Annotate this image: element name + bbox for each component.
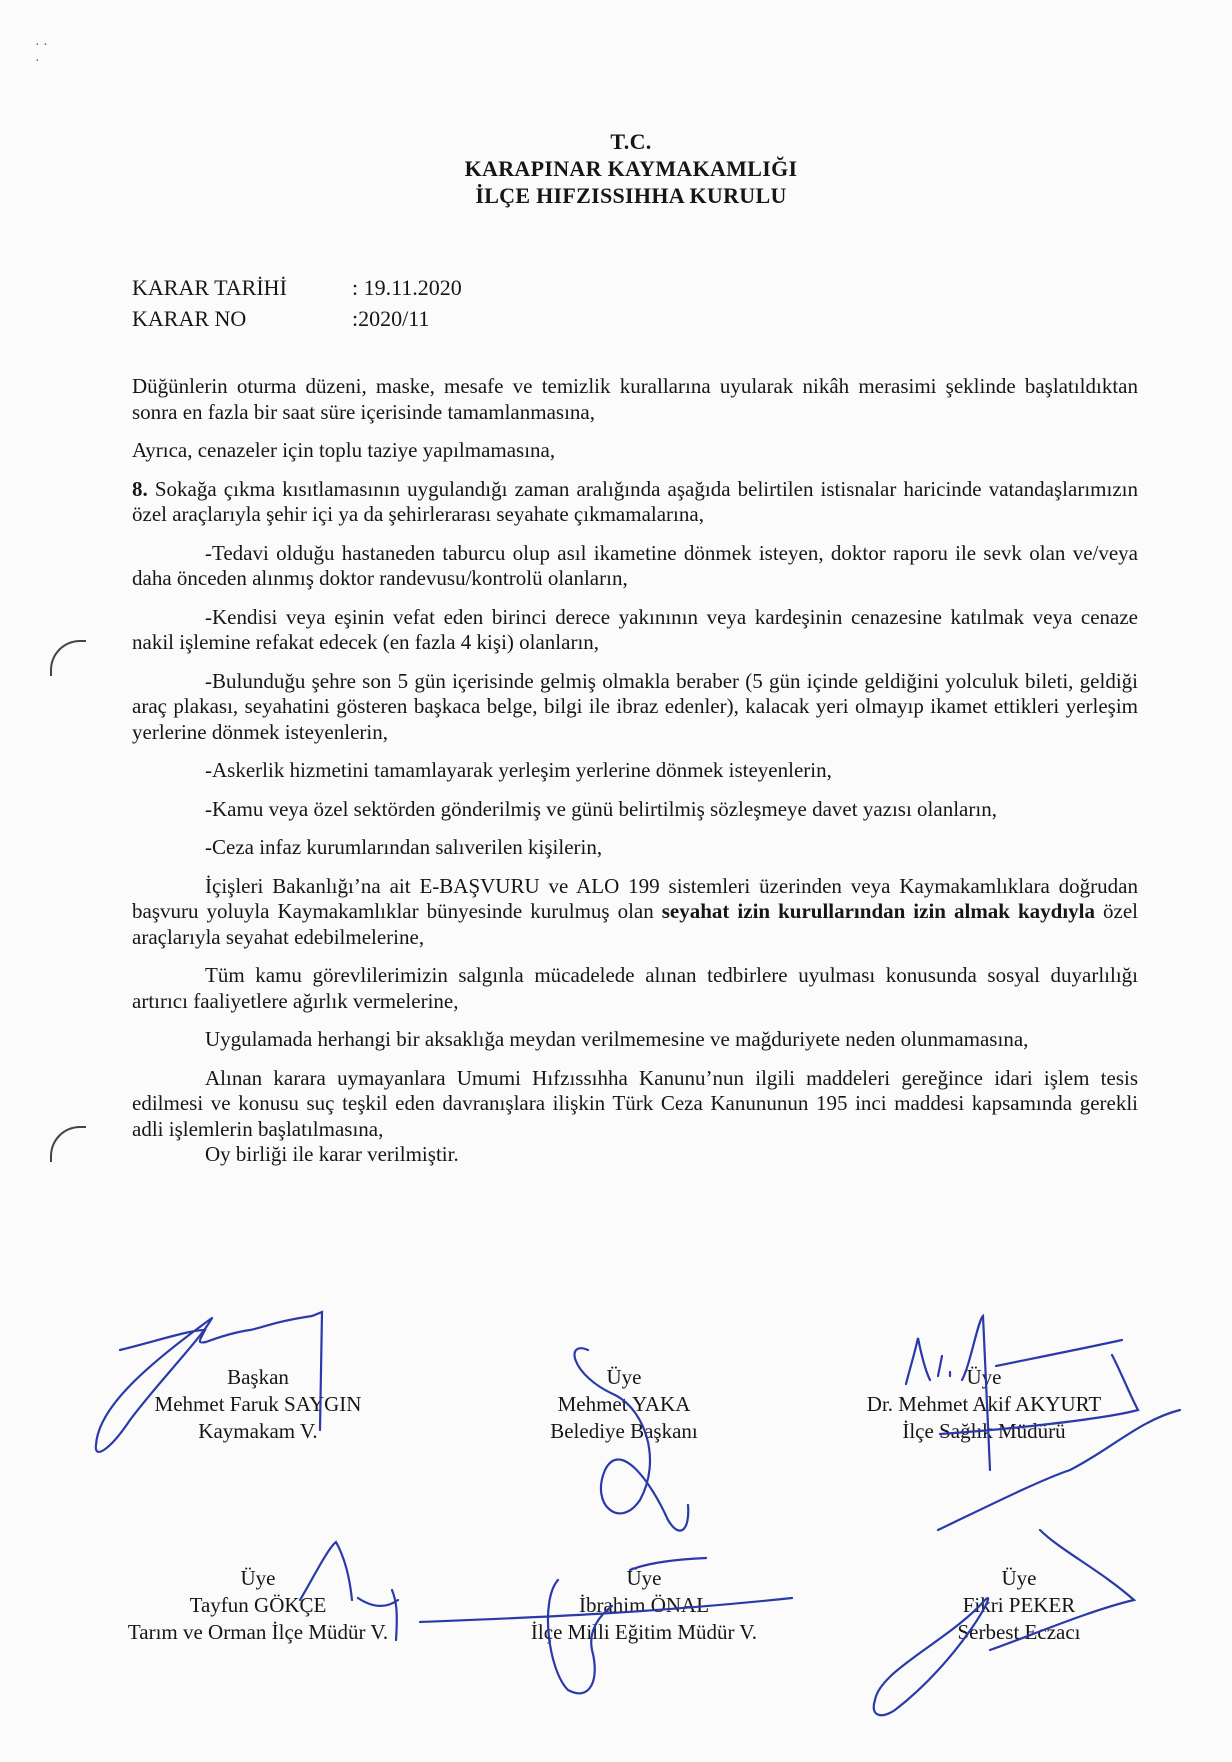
exception-prison: -Ceza infaz kurumlarından salıverilen kişilerin, (205, 835, 603, 859)
paragraph-item-8 (132, 477, 1138, 528)
signature-eczaci (874, 1410, 1180, 1715)
signatory-title: İlçe Sağlık Müdürü (902, 1419, 1066, 1443)
exception-contract: -Kamu veya özel sektörden gönderilmiş ve günü belirtilmiş sözleşmeye davet yazısı olanların, (205, 796, 997, 821)
travel-permit-text-c: özel araçlarıyla seyahat edebilmelerine, (132, 899, 1138, 949)
document-header (0, 128, 1232, 209)
signatory-role: Üye (626, 1566, 662, 1590)
signatory-title: Kaymakam V. (198, 1419, 318, 1443)
signatory-title: Belediye Başkanı (550, 1419, 698, 1443)
signatory-saglik (824, 1364, 1144, 1445)
signatory-name: Mehmet YAKA (557, 1392, 691, 1416)
signatory-title: İlçe Milli Eğitim Müdür V. (530, 1620, 758, 1644)
decision-date-label: KARAR TARİHİ (132, 275, 287, 300)
signatory-role: Üye (1001, 1566, 1037, 1590)
exception-military: -Askerlik hizmetini tamamlayarak yerleşim yerlerine dönmek isteyenlerin, (205, 758, 832, 782)
decision-meta (132, 272, 462, 334)
paragraph-unanimous: Oy birliği ile karar verilmiştir. (205, 1142, 459, 1166)
travel-permit-bold: seyahat izin kurullarından izin almak kaydıyla (661, 899, 1096, 923)
signatory-baskan (98, 1364, 418, 1445)
item-number: 8. (132, 476, 148, 501)
signatory-role: Üye (606, 1365, 642, 1389)
signatory-name: Dr. Mehmet Akif AKYURT (866, 1392, 1102, 1416)
exception-return-home: -Bulunduğu şehre son 5 gün içerisinde gelmiş olmakla beraber (5 gün içinde geldiğini yolculuk bileti, geldiği araç plakası, seyahatini gösteren başkaca belge, bilgi ile ibraz edenler), kalacak yeri olmayıp ikamet ettikleri yerleşim yerlerine dönmek isteyenlerin, (132, 668, 1138, 744)
signatory-name: Tayfun GÖKÇE (189, 1593, 327, 1617)
paragraph-funerals: Ayrıca, cenazeler için toplu taziye yapılmamasına, (132, 438, 556, 462)
decision-no-label: KARAR NO (132, 306, 247, 331)
signatory-title: Serbest Eczacı (957, 1620, 1081, 1644)
paragraph-travel-permit (132, 874, 1138, 951)
header-kaymakamlik: KARAPINAR KAYMAKAMLIĞI (464, 156, 798, 181)
paragraph-weddings: Düğünlerin oturma düzeni, maske, mesafe ve temizlik kurallarına uyularak nikâh merasimi şeklinde başlatıldıktan sonra en fazla bir saat süre içerisinde tamamlanmasına, (132, 374, 1138, 424)
header-kurul: İLÇE HIFZISSIHHA KURULU (475, 183, 787, 208)
signatory-name: İbrahim ÖNAL (578, 1593, 710, 1617)
signatory-role: Üye (966, 1365, 1002, 1389)
signatory-egitim (484, 1565, 804, 1646)
decision-date-row (132, 272, 462, 303)
decision-no-value: :2020/11 (352, 306, 430, 331)
exception-funeral: -Kendisi veya eşinin vefat eden birinci derece yakınının veya kardeşinin cenazesine katılmak veya cenaze nakil işlemine refakat edecek (en fazla 4 kişi) olanların, (132, 604, 1138, 654)
scan-specks: · · · (35, 38, 48, 69)
signatory-name: Fikri PEKER (962, 1593, 1076, 1617)
decision-date-value: : 19.11.2020 (352, 275, 462, 300)
signatory-role: Başkan (227, 1365, 289, 1389)
signatory-title: Tarım ve Orman İlçe Müdür V. (127, 1620, 389, 1644)
travel-permit-text-a: İçişleri Bakanlığı’na ait E-BAŞVURU ve ALO 199 sistemleri üzerinden veya Kaymakamlıklara doğrudan başvuru yoluyla Kaymakamlıklar bünyesinde kurulmuş olan (132, 873, 1138, 923)
signatory-role: Üye (240, 1566, 276, 1590)
decision-body (132, 374, 1138, 1168)
signatory-tarim (98, 1565, 418, 1646)
decision-no-row (132, 303, 462, 334)
paragraph-penalties: Alınan karara uymayanlara Umumi Hıfzıssıhha Kanunu’nun ilgili maddeleri gereğince idari işlem tesis edilmesi ve konusu suç teşkil eden davranışlara ilişkin Türk Ceza Kanununun 195 inci maddesi kapsamında gerekli adli işlemlerin başlatılmasına, (132, 1065, 1138, 1141)
item-8-text: Sokağa çıkma kısıtlamasının uygulandığı zaman aralığında aşağıda belirtilen istisnalar haricinde vatandaşlarımızın özel araçlarıyla şehir içi ya da şehirlerarası seyahate çıkmamalarına, (132, 476, 1138, 526)
signatory-belediye (464, 1364, 784, 1445)
paragraph-no-grievance: Uygulamada herhangi bir aksaklığa meydan verilmemesine ve mağduriyete neden olunmamasına, (205, 1027, 1029, 1051)
signatory-eczaci (859, 1565, 1179, 1646)
paragraph-public-officials: Tüm kamu görevlilerimizin salgınla mücadelede alınan tedbirlere uyulması konusunda sosyal duyarlılığı artırıcı faaliyetlere ağırlık vermelerine, (132, 963, 1138, 1013)
signatory-name: Mehmet Faruk SAYGIN (154, 1392, 362, 1416)
hole-punch-mark (50, 640, 86, 676)
exception-hospital: -Tedavi olduğu hastaneden taburcu olup asıl ikametine dönmek isteyen, doktor raporu ile sevk olan ve/veya daha önceden alınmış doktor randevusu/kontrolü olanların, (132, 540, 1138, 590)
header-tc: T.C. (610, 129, 652, 154)
hole-punch-mark (50, 1126, 86, 1162)
